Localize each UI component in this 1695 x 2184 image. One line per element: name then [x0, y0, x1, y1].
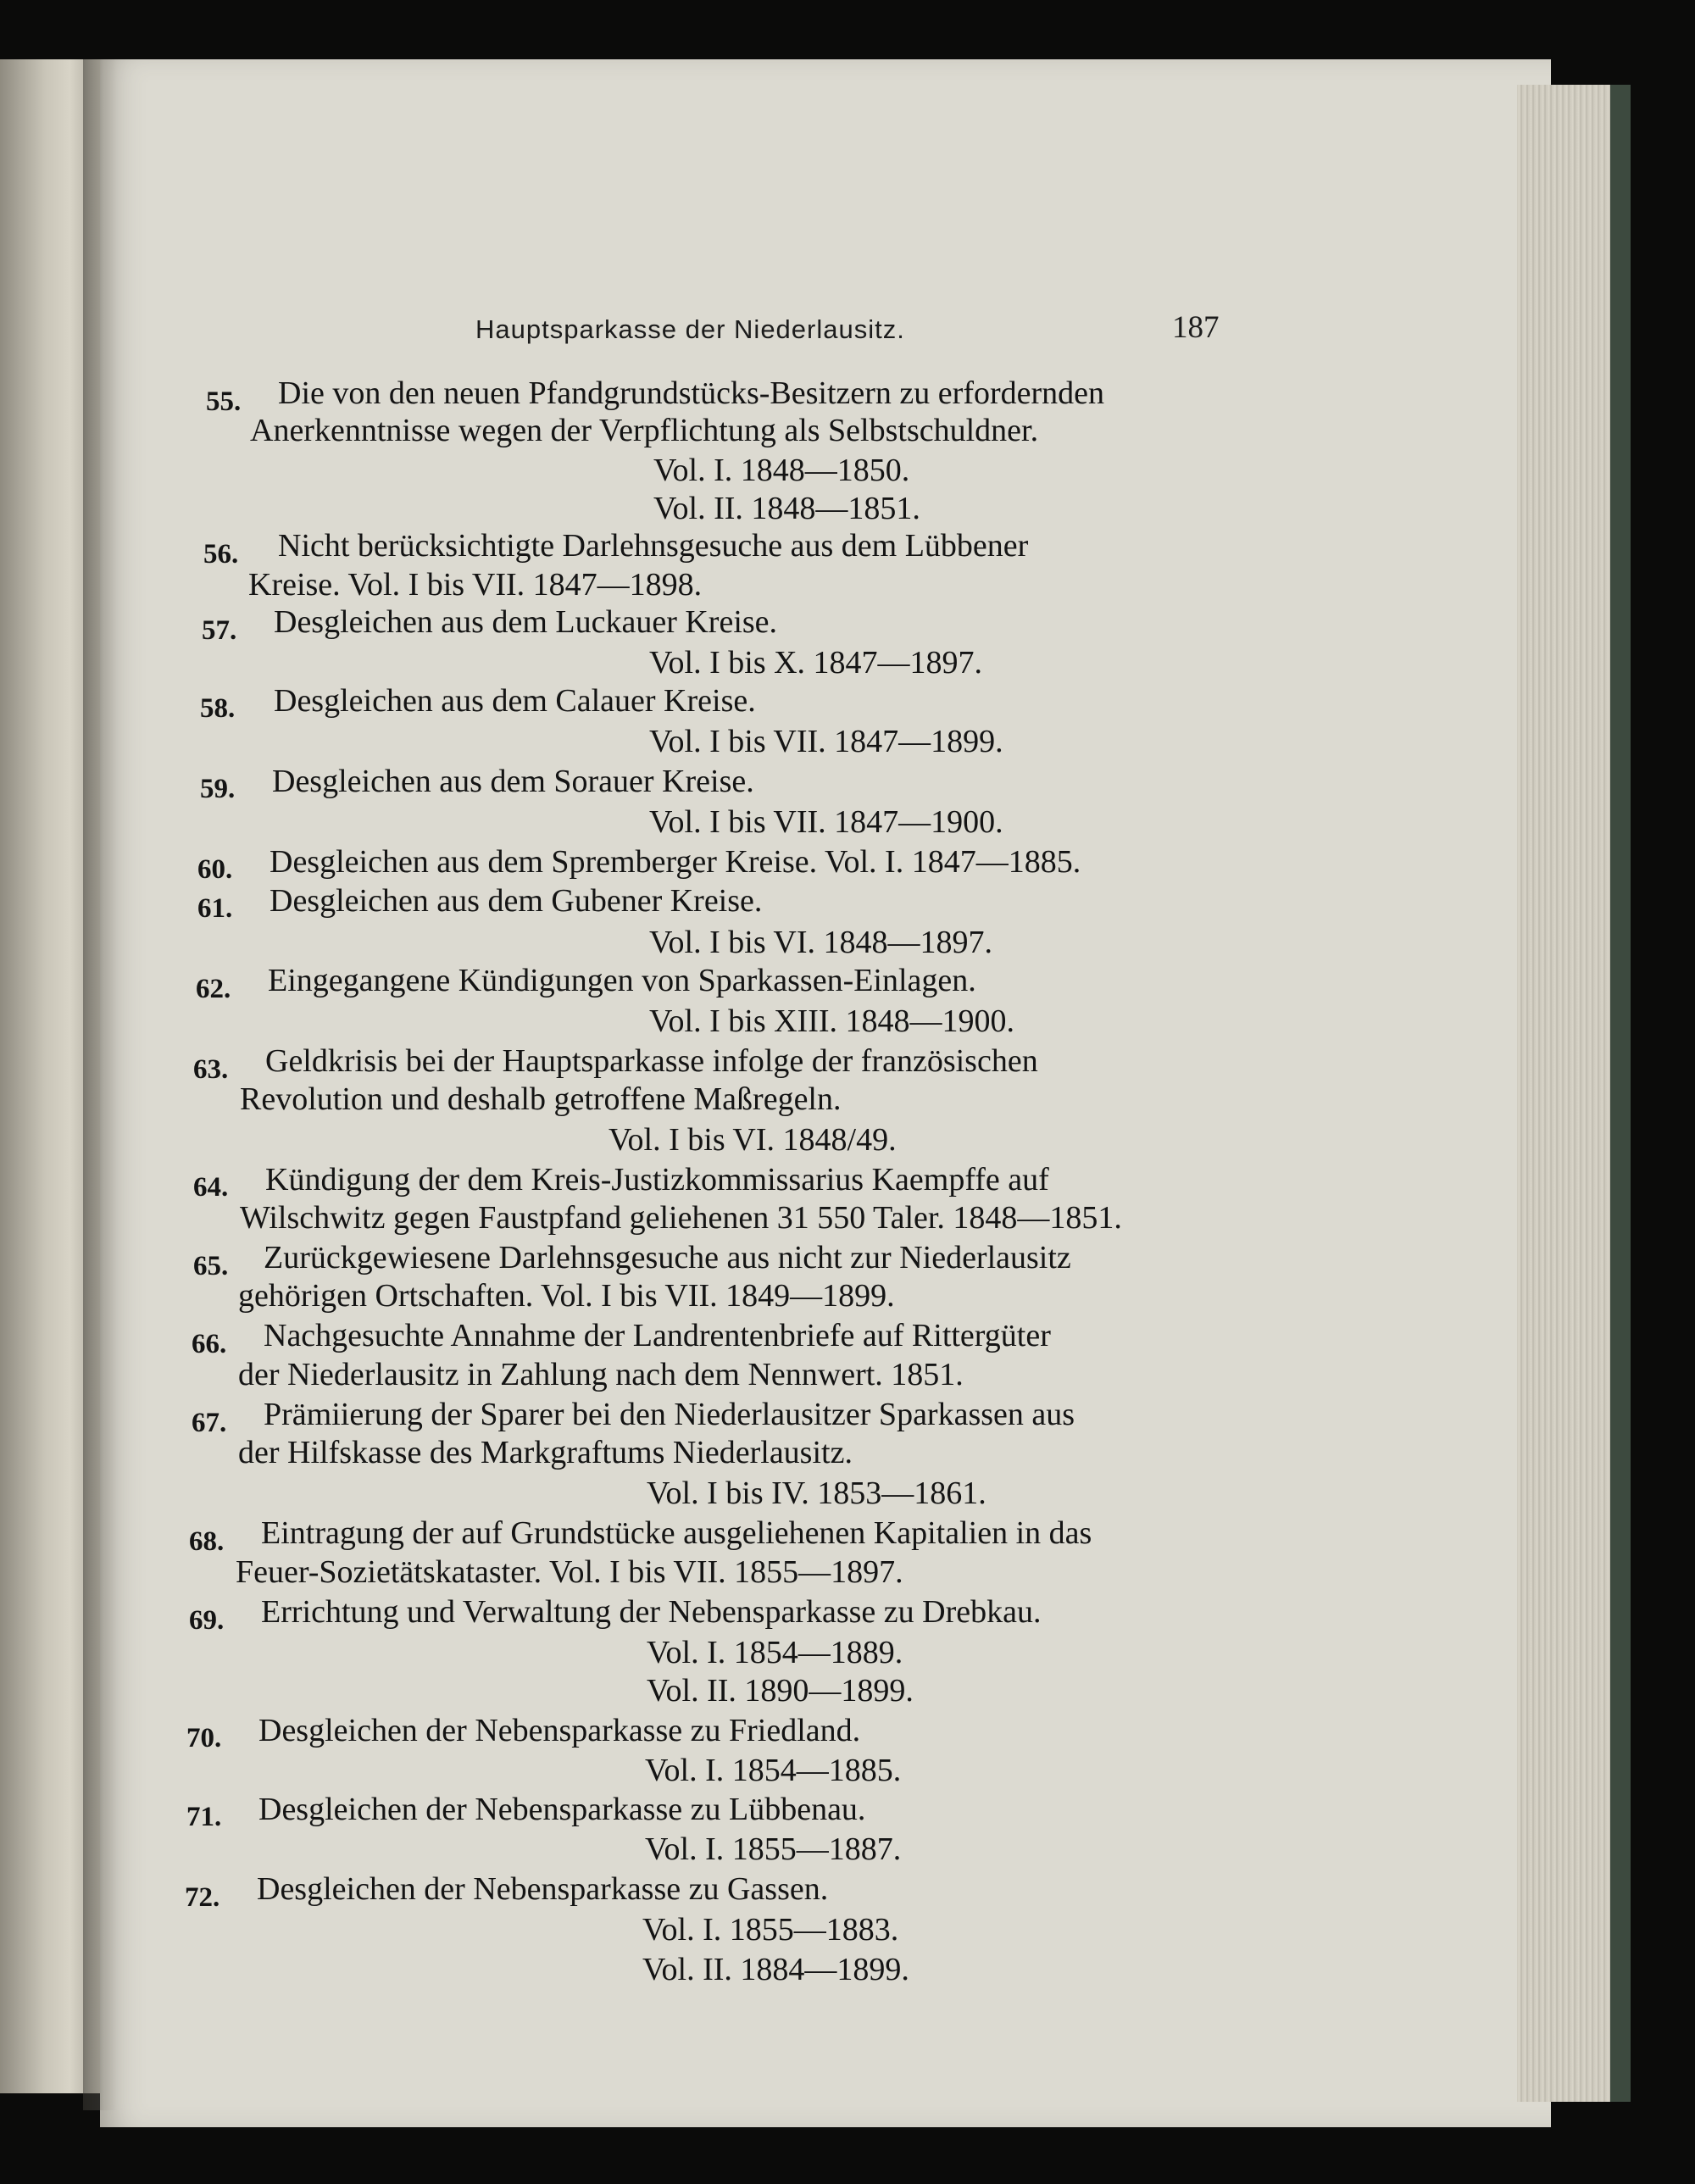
entry-number: 63. [193, 1054, 229, 1085]
entry-number: 65. [193, 1251, 229, 1281]
entry-reference: Vol. II. 1884—1899. [642, 1952, 909, 1987]
entry-text: Zurückgewiesene Darlehnsgesuche aus nicht zur Niederlausitz [264, 1240, 1071, 1275]
entry-text: Kündigung der dem Kreis-Justizkommissarius Kaempffe auf [265, 1162, 1049, 1198]
entry-text: Feuer-Sozietätskataster. Vol. I bis VII. 1855—1897. [236, 1554, 903, 1590]
entry-text: der Niederlausitz in Zahlung nach dem Nennwert. 1851. [238, 1357, 964, 1392]
entry-number: 70. [186, 1723, 222, 1753]
entry-text: Anerkenntnisse wegen der Verpflichtung als Selbstschuldner. [250, 413, 1039, 448]
entry-reference: Vol. I bis VI. 1848—1897. [649, 925, 993, 960]
entry-text: Die von den neuen Pfandgrundstücks-Besitzern zu erfordernden [278, 375, 1105, 411]
entry-number: 72. [185, 1882, 220, 1913]
entry-text: Nicht berücksichtigte Darlehnsgesuche aus dem Lübbener [278, 528, 1029, 564]
entry-reference: Vol. I. 1855—1883. [642, 1912, 899, 1948]
entry-text: Eintragung der auf Grundstücke ausgeliehenen Kapitalien in das [261, 1515, 1092, 1551]
entry-reference: Vol. I. 1854—1889. [647, 1635, 903, 1670]
running-title: Hauptsparkasse der Niederlausitz. [475, 314, 905, 344]
entry-reference: Vol. II. 1848—1851. [653, 491, 920, 526]
entry-number: 68. [189, 1526, 225, 1557]
entry-text: Kreise. Vol. I bis VII. 1847—1898. [248, 567, 703, 603]
entry-text: Desgleichen aus dem Sorauer Kreise. [272, 764, 754, 799]
entry-reference: Vol. I. 1854—1885. [645, 1753, 902, 1788]
entry-text: Desgleichen der Nebensparkasse zu Lübbenau. [258, 1792, 866, 1827]
entry-reference: Vol. I. 1855—1887. [645, 1831, 902, 1867]
entry-number: 60. [197, 854, 233, 885]
entry-text: Wilschwitz gegen Faustpfand geliehenen 31 550 Taler. 1848—1851. [240, 1200, 1122, 1236]
entry-text: Desgleichen der Nebensparkasse zu Friedland. [258, 1713, 861, 1748]
entry-reference: Vol. II. 1890—1899. [647, 1673, 914, 1709]
entry-text: Desgleichen aus dem Spremberger Kreise. Vol. I. 1847—1885. [270, 844, 1081, 880]
book-cover-edge [1610, 85, 1631, 2102]
entry-number: 61. [197, 893, 233, 924]
entry-number: 67. [192, 1408, 227, 1438]
entry-text: Desgleichen aus dem Luckauer Kreise. [274, 604, 778, 640]
book-gutter-shadow [83, 59, 117, 2110]
entry-reference: Vol. I bis VII. 1847—1900. [649, 804, 1003, 840]
entry-number: 57. [202, 615, 237, 646]
entry-text: gehörigen Ortschaften. Vol. I bis VII. 1849—1899. [238, 1278, 895, 1314]
entry-text: Revolution und deshalb getroffene Maßregeln. [240, 1081, 842, 1117]
entry-reference: Vol. I bis IV. 1853—1861. [647, 1475, 986, 1511]
entry-text: Errichtung und Verwaltung der Nebensparkasse zu Drebkau. [261, 1594, 1042, 1630]
entry-text: Nachgesuchte Annahme der Landrentenbriefe auf Rittergüter [264, 1318, 1051, 1353]
entry-text: Desgleichen aus dem Gubener Kreise. [270, 883, 763, 919]
entry-number: 71. [186, 1802, 222, 1832]
entry-reference: Vol. I bis X. 1847—1897. [649, 645, 983, 681]
book-page [100, 59, 1551, 2127]
entry-text: der Hilfskasse des Markgraftums Niederlausitz. [238, 1435, 853, 1470]
page-header [100, 309, 1551, 360]
entry-number: 58. [200, 693, 236, 724]
entry-text: Geldkrisis bei der Hauptsparkasse infolge der französischen [265, 1043, 1038, 1079]
entry-number: 62. [196, 974, 231, 1004]
entry-number: 55. [206, 386, 242, 417]
entry-reference: Vol. I bis XIII. 1848—1900. [649, 1003, 1015, 1039]
entry-reference: Vol. I bis VII. 1847—1899. [649, 724, 1003, 759]
entry-text: Eingegangene Kündigungen von Sparkassen-Einlagen. [268, 963, 976, 998]
entry-reference: Vol. I bis VI. 1848/49. [609, 1122, 897, 1158]
entry-reference: Vol. I. 1848—1850. [653, 453, 910, 488]
entry-number: 59. [200, 774, 236, 804]
entry-text: Prämiierung der Sparer bei den Niederlausitzer Sparkassen aus [264, 1397, 1075, 1432]
entry-number: 66. [192, 1329, 227, 1359]
entry-number: 56. [203, 539, 239, 570]
entry-text: Desgleichen aus dem Calauer Kreise. [274, 683, 756, 719]
entry-number: 69. [189, 1605, 225, 1636]
page-number: 187 [1172, 310, 1220, 345]
entry-number: 64. [193, 1172, 229, 1203]
entry-text: Desgleichen der Nebensparkasse zu Gassen. [257, 1871, 829, 1907]
